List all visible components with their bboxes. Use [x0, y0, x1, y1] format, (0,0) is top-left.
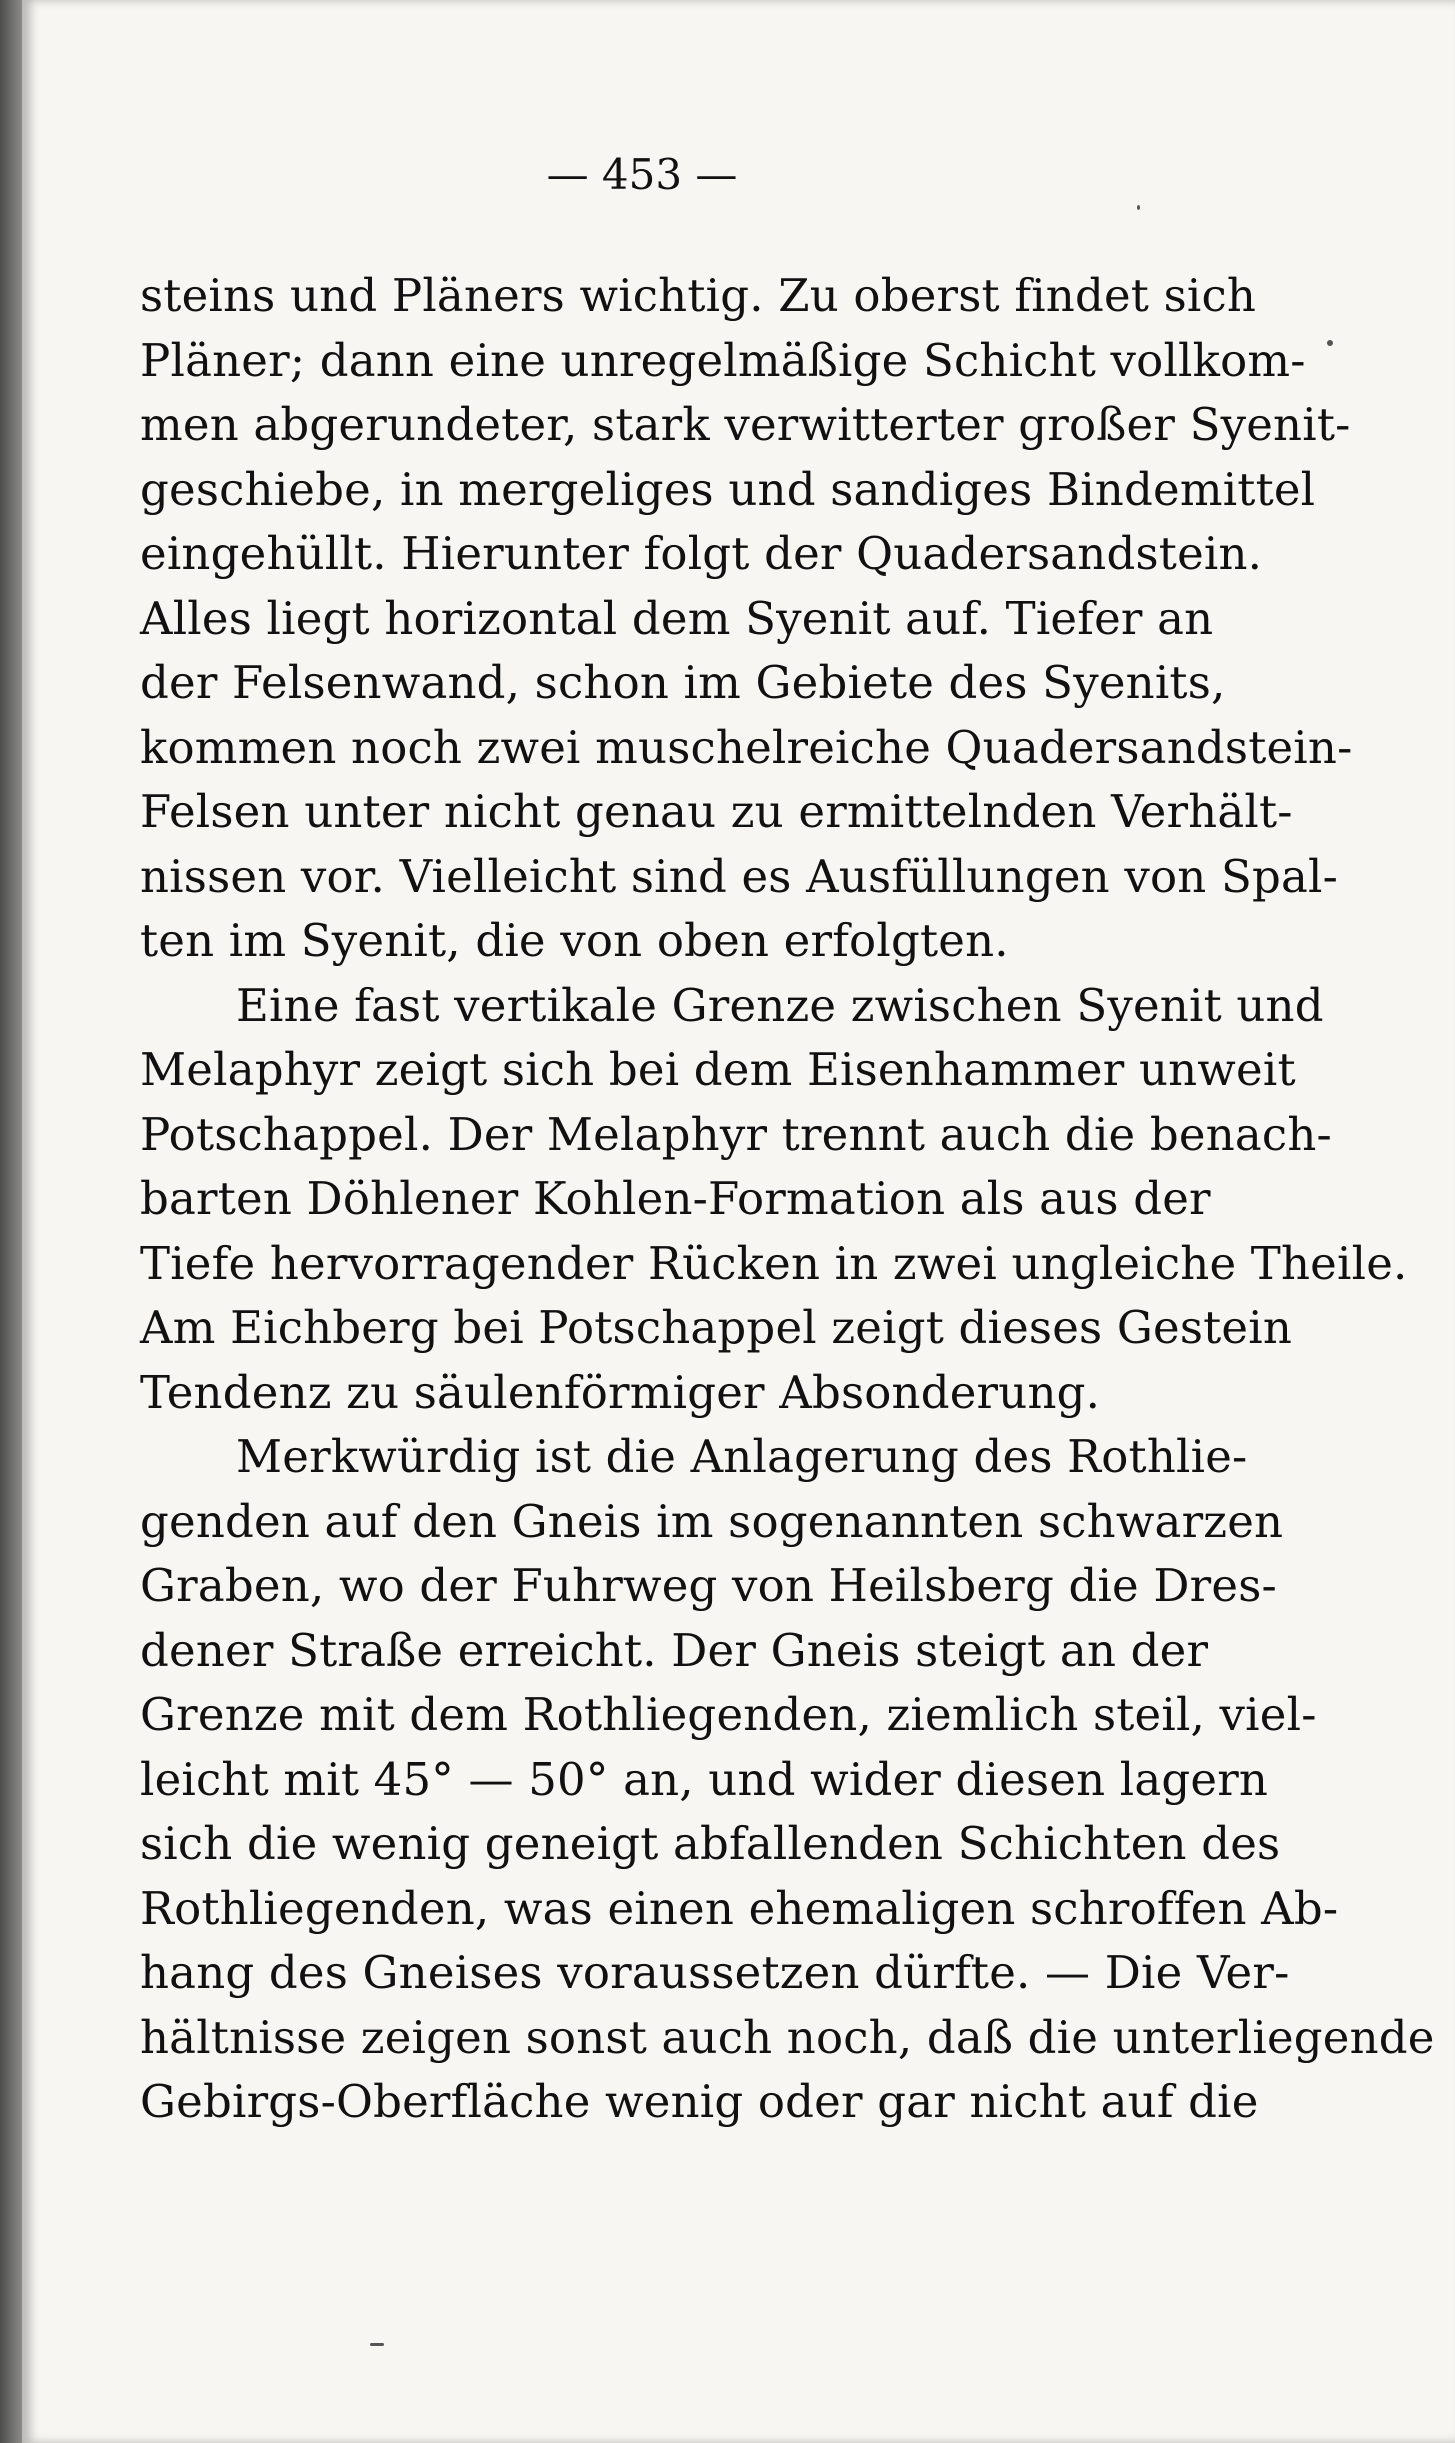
- text-line: hang des Gneises voraussetzen dürfte. — Die Ver-: [140, 1946, 1290, 1999]
- paper-speck: [370, 2343, 384, 2346]
- text-line: Eine fast vertikale Grenze zwischen Syenit und: [236, 978, 1324, 1032]
- body-text: [140, 264, 1435, 2135]
- text-line: Alles liegt horizontal dem Syenit auf. Tiefer an: [140, 591, 1214, 645]
- text-line: leicht mit 45° — 50° an, und wider diesen lagern: [140, 1752, 1269, 1806]
- text-line: Rothliegenden, was einen ehemaligen schroffen Ab-: [140, 1881, 1339, 1935]
- text-line: Tiefe hervorragender Rücken in zwei ungleiche Theile.: [140, 1236, 1408, 1290]
- text-line: der Felsenwand, schon im Gebiete des Syenits,: [140, 656, 1226, 709]
- text-line: Merkwürdig ist die Anlagerung des Rothlie-: [236, 1430, 1248, 1483]
- text-line: dener Straße erreicht. Der Gneis steigt an der: [140, 1623, 1209, 1677]
- text-line: geschiebe, in mergeliges und sandiges Bindemittel: [140, 462, 1316, 516]
- text-line: Potschappel. Der Melaphyr trennt auch die benach-: [140, 1107, 1332, 1161]
- text-line: Tendenz zu säulenförmiger Absonderung.: [140, 1365, 1101, 1419]
- text-line: men abgerundeter, stark verwitterter großer Syenit-: [140, 398, 1351, 451]
- text-line: ten im Syenit, die von oben erfolgten.: [140, 914, 1009, 967]
- text-line: Am Eichberg bei Potschappel zeigt dieses Gestein: [140, 1301, 1293, 1354]
- text-line: eingehüllt. Hierunter folgt der Quadersandstein.: [140, 527, 1263, 580]
- text-line: sich die wenig geneigt abfallenden Schichten des: [140, 1817, 1281, 1870]
- text-line: nissen vor. Vielleicht sind es Ausfüllungen von Spal-: [140, 849, 1339, 903]
- paper-speck: [1137, 205, 1140, 210]
- text-line: Felsen unter nicht genau zu ermittelnden Verhält-: [140, 785, 1293, 838]
- book-page: [22, 0, 1455, 2443]
- text-line: Grenze mit dem Rothliegenden, ziemlich steil, viel-: [140, 1688, 1317, 1741]
- text-line: barten Döhlener Kohlen-Formation als aus der: [140, 1172, 1211, 1225]
- text-line: Gebirgs-Oberfläche wenig oder gar nicht auf die: [140, 2075, 1259, 2128]
- text-line: kommen noch zwei muschelreiche Quadersandstein-: [140, 720, 1353, 774]
- text-line: hältnisse zeigen sonst auch noch, daß die unterliegende: [140, 2010, 1435, 2064]
- text-line: Melaphyr zeigt sich bei dem Eisenhammer unweit: [140, 1043, 1296, 1096]
- paragraph: [140, 1425, 1435, 2135]
- text-line: genden auf den Gneis im sogenannten schwarzen: [140, 1494, 1284, 1548]
- text-line: steins und Pläners wichtig. Zu oberst findet sich: [140, 269, 1257, 322]
- page-number: — 453 —: [546, 150, 738, 199]
- paper-speck: [1327, 340, 1333, 346]
- text-line: Graben, wo der Fuhrweg von Heilsberg die Dres-: [140, 1559, 1277, 1612]
- text-line: Pläner; dann eine unregelmäßige Schicht vollkom-: [140, 333, 1306, 387]
- paragraph: [140, 974, 1408, 1426]
- book-spine-shadow: [0, 0, 22, 2443]
- paragraph: [140, 264, 1353, 974]
